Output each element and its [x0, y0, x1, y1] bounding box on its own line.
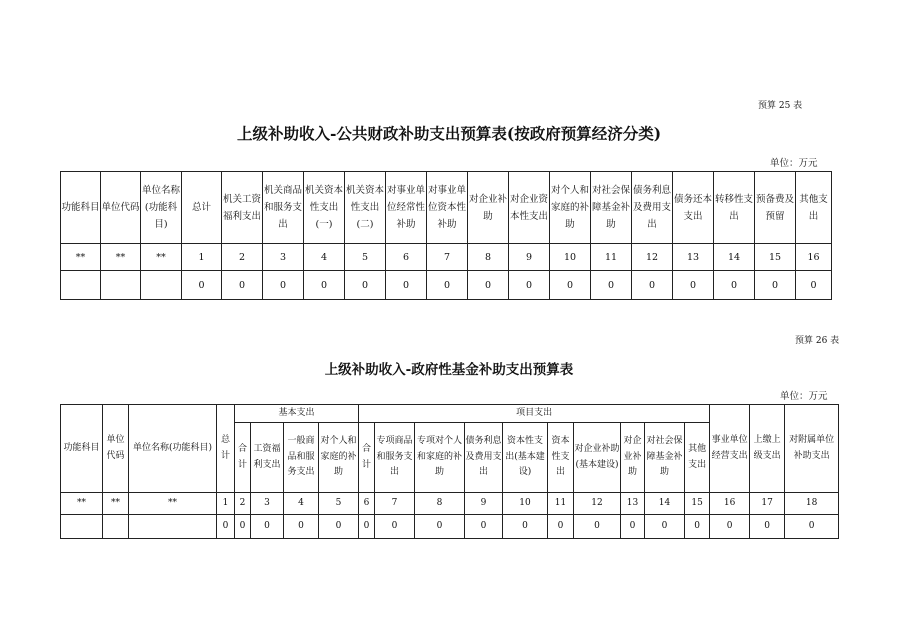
t26-basic-subheader: 合计 — [235, 423, 251, 493]
table25-value-cell: 0 — [714, 271, 755, 300]
table26-code-cell: 2 — [235, 493, 251, 515]
table25-value-cell: 0 — [550, 271, 591, 300]
t26-affiliated-header: 对附属单位补助支出 — [785, 405, 839, 493]
table26-code-cell: 6 — [359, 493, 375, 515]
table26-code-cell: 5 — [319, 493, 359, 515]
table26-value-cell: 0 — [750, 515, 785, 539]
table25-value-cell: 0 — [263, 271, 304, 300]
table25-code-cell: 12 — [632, 244, 673, 271]
t26-unitop-header: 事业单位经营支出 — [710, 405, 750, 493]
table25-tag: 预算 25 表 — [758, 101, 803, 111]
t26-project-subheader: 其他支出 — [685, 423, 710, 493]
table25-header-cell: 机关资本性支出(一) — [304, 172, 345, 244]
table25-code-cell: 2 — [222, 244, 263, 271]
table26-value-cell — [61, 515, 103, 539]
t26-basic-subheader: 一般商品和服务支出 — [284, 423, 319, 493]
table25-code-cell: 14 — [714, 244, 755, 271]
table26-title: 上级补助收入-政府性基金补助支出预算表 — [324, 362, 574, 378]
table26-code-cell: 4 — [284, 493, 319, 515]
table25-header-cell: 总计 — [182, 172, 222, 244]
table25-value-cell: 0 — [304, 271, 345, 300]
table26-code-cell: 17 — [750, 493, 785, 515]
table25-header-cell: 转移性支出 — [714, 172, 755, 244]
table25-code-cell: 5 — [345, 244, 386, 271]
t26-basic-subheader: 工资福利支出 — [251, 423, 284, 493]
table26-code-cell: 16 — [710, 493, 750, 515]
table26-code-cell: 18 — [785, 493, 839, 515]
table25-header-cell: 对事业单位经常性补助 — [386, 172, 427, 244]
table25-code-cell: 1 — [182, 244, 222, 271]
table26-value-cell: 0 — [251, 515, 284, 539]
table25-code-cell: 7 — [427, 244, 468, 271]
table26 — [60, 404, 839, 539]
t26-name-header: 单位名称(功能科目) — [129, 405, 217, 493]
table25-value-cell: 0 — [386, 271, 427, 300]
table25-value-cell: 0 — [345, 271, 386, 300]
table25-code-cell: ** — [61, 244, 101, 271]
table26-code-cell: ** — [129, 493, 217, 515]
table25-value-cell — [61, 271, 101, 300]
table26-code-cell: ** — [61, 493, 103, 515]
table25-value-cell: 0 — [427, 271, 468, 300]
table26-value-cell: 0 — [235, 515, 251, 539]
table26-unit: 单位：万元 — [780, 391, 828, 402]
table26-code-cell: 9 — [465, 493, 503, 515]
table26-value-cell: 0 — [621, 515, 645, 539]
table26-code-cell: 14 — [645, 493, 685, 515]
table25-title: 上级补助收入-公共财政补助支出预算表(按政府预算经济分类) — [236, 124, 662, 143]
table25-header-cell: 债务利息及费用支出 — [632, 172, 673, 244]
table25-header-cell: 机关工资福利支出 — [222, 172, 263, 244]
table26-value-cell: 0 — [574, 515, 621, 539]
table26-value-cell: 0 — [785, 515, 839, 539]
t26-project-subheader: 债务利息及费用支出 — [465, 423, 503, 493]
table26-code-cell: 1 — [217, 493, 235, 515]
table25-code-cell: 8 — [468, 244, 509, 271]
table25-header-cell: 对企业补助 — [468, 172, 509, 244]
table26-code-cell: 12 — [574, 493, 621, 515]
table25-header-cell: 债务还本支出 — [673, 172, 714, 244]
table25-header-cell: 对个人和家庭的补助 — [550, 172, 591, 244]
table25-code-cell: 3 — [263, 244, 304, 271]
table25-code-cell: 16 — [796, 244, 832, 271]
table25-header-cell: 功能科目 — [61, 172, 101, 244]
t26-upper-header: 上缴上级支出 — [750, 405, 785, 493]
table25-code-cell: ** — [101, 244, 141, 271]
table25-header-cell: 机关资本性支出(二) — [345, 172, 386, 244]
t26-project-subheader: 资本性支出(基本建设) — [503, 423, 548, 493]
t26-project-subheader: 对社会保障基金补助 — [645, 423, 685, 493]
table26-code-cell: 15 — [685, 493, 710, 515]
table26-value-cell: 0 — [548, 515, 574, 539]
table25-value-cell: 0 — [673, 271, 714, 300]
table26-value-cell: 0 — [465, 515, 503, 539]
table25-code-cell: 4 — [304, 244, 345, 271]
t26-total-header: 总计 — [217, 405, 235, 493]
table25-header-cell: 单位名称(功能科目) — [141, 172, 182, 244]
table25-value-row — [61, 271, 832, 300]
t26-project-subheader: 资本性支出 — [548, 423, 574, 493]
table26-value-cell: 0 — [710, 515, 750, 539]
t26-project-subheader: 专项对个人和家庭的补助 — [415, 423, 465, 493]
table25-header-cell: 单位代码 — [101, 172, 141, 244]
table25-code-cell: 15 — [755, 244, 796, 271]
table25-code-cell: 11 — [591, 244, 632, 271]
t26-code-header: 单位代码 — [103, 405, 129, 493]
table25-code-cell: 10 — [550, 244, 591, 271]
table25-header-cell: 对企业资本性支出 — [509, 172, 550, 244]
table25-value-cell: 0 — [591, 271, 632, 300]
table25-header-cell: 对事业单位资本性补助 — [427, 172, 468, 244]
table25-value-cell: 0 — [468, 271, 509, 300]
table25-code-row — [61, 244, 832, 271]
table25-code-cell: 13 — [673, 244, 714, 271]
table25-value-cell: 0 — [755, 271, 796, 300]
t26-func-header: 功能科目 — [61, 405, 103, 493]
t26-project-subheader: 对企业补助 — [621, 423, 645, 493]
table25-code-cell: 9 — [509, 244, 550, 271]
table25-header-cell: 机关商品和服务支出 — [263, 172, 304, 244]
t26-basic-group: 基本支出 — [235, 405, 359, 423]
table26-value-row — [61, 515, 839, 539]
table26-code-cell: 10 — [503, 493, 548, 515]
table26-code-cell: 3 — [251, 493, 284, 515]
table25-header-cell: 其他支出 — [796, 172, 832, 244]
table25-value-cell — [101, 271, 141, 300]
t26-project-group: 项目支出 — [359, 405, 710, 423]
table26-code-row — [61, 493, 839, 515]
table25-code-cell: ** — [141, 244, 182, 271]
t26-project-subheader: 合计 — [359, 423, 375, 493]
table26-value-cell — [103, 515, 129, 539]
table26-value-cell: 0 — [503, 515, 548, 539]
table26-value-cell: 0 — [319, 515, 359, 539]
table26-value-cell — [129, 515, 217, 539]
table26-value-cell: 0 — [645, 515, 685, 539]
table25-value-cell: 0 — [222, 271, 263, 300]
table25-value-cell: 0 — [509, 271, 550, 300]
table26-value-cell: 0 — [217, 515, 235, 539]
table26-value-cell: 0 — [415, 515, 465, 539]
t26-project-subheader: 专项商品和服务支出 — [375, 423, 415, 493]
t26-project-subheader: 对企业补助(基本建设) — [574, 423, 621, 493]
table25-value-cell: 0 — [182, 271, 222, 300]
table25-code-cell: 6 — [386, 244, 427, 271]
t26-basic-subheader: 对个人和家庭的补助 — [319, 423, 359, 493]
table25-unit: 单位：万元 — [770, 158, 818, 169]
table26-value-cell: 0 — [375, 515, 415, 539]
table26-code-cell: 8 — [415, 493, 465, 515]
table25-header-cell: 预备费及预留 — [755, 172, 796, 244]
table26-value-cell: 0 — [284, 515, 319, 539]
table25 — [60, 171, 832, 300]
table25-value-cell: 0 — [796, 271, 832, 300]
table26-code-cell: 7 — [375, 493, 415, 515]
table26-value-cell: 0 — [359, 515, 375, 539]
table25-header-row — [61, 172, 832, 244]
table26-code-cell: 11 — [548, 493, 574, 515]
table25-value-cell — [141, 271, 182, 300]
table25-value-cell: 0 — [632, 271, 673, 300]
table26-value-cell: 0 — [685, 515, 710, 539]
table26-tag: 预算 26 表 — [795, 336, 840, 346]
table26-code-cell: 13 — [621, 493, 645, 515]
table26-code-cell: ** — [103, 493, 129, 515]
table25-header-cell: 对社会保障基金补助 — [591, 172, 632, 244]
